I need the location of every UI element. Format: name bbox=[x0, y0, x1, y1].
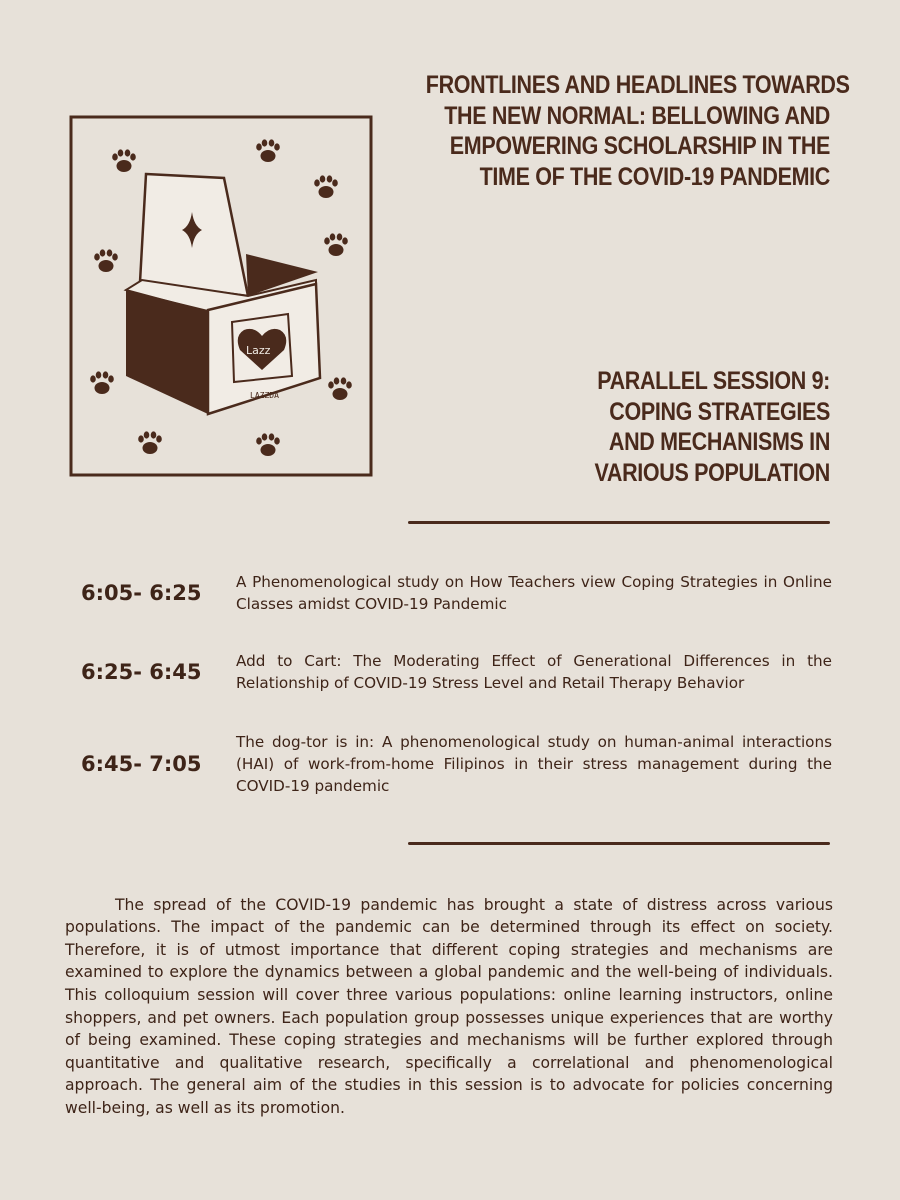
illustration-svg bbox=[68, 114, 374, 478]
session-line: VARIOUS POPULATION bbox=[594, 458, 830, 487]
title-line: FRONTLINES AND HEADLINES TOWARDS bbox=[425, 71, 850, 99]
session-line: AND MECHANISMS IN bbox=[608, 428, 830, 456]
box-label-text: Lazz bbox=[246, 344, 271, 357]
schedule-time: 6:05- 6:25 bbox=[81, 581, 202, 605]
title-line: EMPOWERING SCHOLARSHIP IN THE bbox=[449, 132, 830, 160]
paw-icon bbox=[256, 433, 280, 456]
schedule-time: 6:25- 6:45 bbox=[81, 660, 202, 684]
session-line: PARALLEL SESSION 9: bbox=[597, 367, 830, 395]
schedule-time: 6:45- 7:05 bbox=[81, 752, 202, 776]
abstract-paragraph: The spread of the COVID-19 pandemic has brought a state of distress across various populations. The impact of the pandemic can be determined through its effect on society. Therefore, it is of utmost importance that different coping strategies and mechanisms are examined to explore the dynamics between a global pandemic and the well-being of individuals. This colloquium session will cover three various populations: online learning instructors, online shoppers, and pet owners. Each population group possesses unique experiences that are worthy of being examined. These coping strategies and mechanisms will be further explored through quantitative and qualitative research, specifically a correlational and phenomenological approach. The general aim of the studies in this session is to advocate for policies concerning well-being, as well as its promotion. bbox=[65, 895, 833, 1117]
schedule-title: The dog-tor is in: A phenomenological study on human-animal interactions (HAI) of work-from-home Filipinos in their stress management during the COVID-19 pandemic bbox=[236, 733, 832, 795]
paw-icon bbox=[314, 175, 338, 198]
divider-bottom bbox=[408, 842, 830, 845]
paw-icon bbox=[328, 377, 352, 400]
schedule-item bbox=[70, 571, 832, 615]
box-left-face bbox=[126, 290, 208, 414]
schedule-item bbox=[70, 650, 832, 694]
paw-icon bbox=[112, 149, 136, 172]
schedule-title: A Phenomenological study on How Teachers view Coping Strategies in Online Classes amidst COVID-19 Pandemic bbox=[236, 573, 832, 613]
title-line: TIME OF THE COVID-19 PANDEMIC bbox=[479, 162, 830, 191]
page-title bbox=[425, 70, 850, 192]
paw-icon bbox=[138, 431, 162, 454]
paw-icon bbox=[256, 139, 280, 162]
schedule-item bbox=[70, 731, 832, 797]
session-heading bbox=[546, 366, 830, 488]
paw-icon bbox=[324, 233, 348, 256]
paw-icon bbox=[90, 371, 114, 394]
title-line: THE NEW NORMAL: BELLOWING AND bbox=[444, 101, 830, 130]
divider-top bbox=[408, 521, 830, 524]
session-line: COPING STRATEGIES bbox=[609, 397, 830, 426]
paw-icon bbox=[94, 249, 118, 272]
box-illustration bbox=[68, 114, 374, 478]
box-caption-text: LAZZDA bbox=[250, 391, 279, 400]
schedule-title: Add to Cart: The Moderating Effect of Generational Differences in the Relationship of COVID-19 Stress Level and Retail Therapy Behavior bbox=[236, 652, 832, 692]
